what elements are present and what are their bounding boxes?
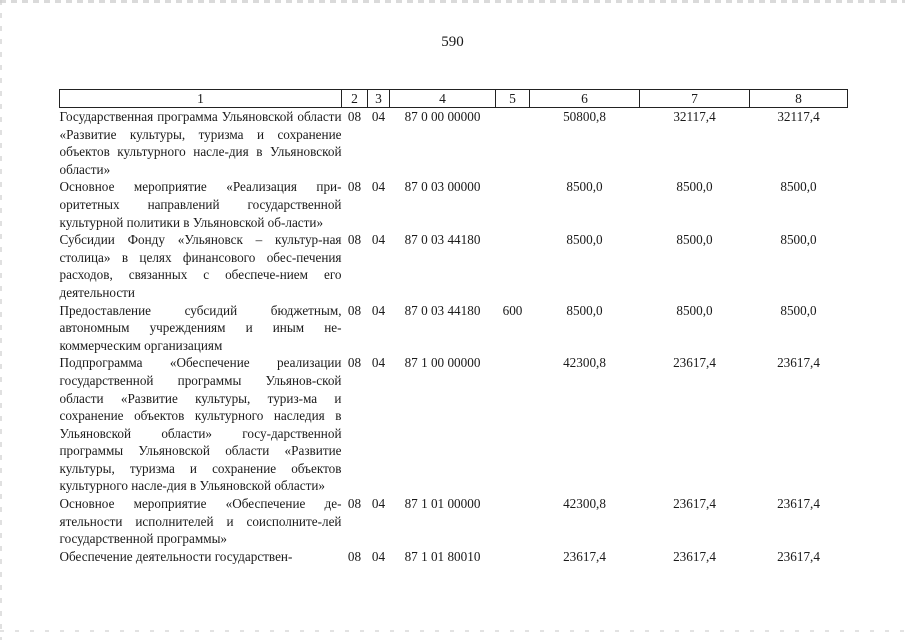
column-header: 4: [390, 90, 496, 108]
expense-type-code: [496, 495, 530, 548]
section-code: 08: [347, 355, 362, 371]
amount-col8: 8500,0: [780, 232, 817, 248]
table-row: [60, 548, 848, 566]
amount-col7: 8500,0: [676, 179, 713, 195]
amount-col7: 23617,4: [673, 548, 716, 564]
amount-col6: 42300,8: [563, 355, 606, 371]
section-code: 08: [347, 302, 362, 318]
amount-col8: 8500,0: [780, 302, 817, 318]
subsection-code: 04: [371, 179, 386, 195]
table-row: [60, 231, 848, 301]
item-name: Предоставление субсидий бюджетным, автономным учреждениям и иным не-коммерческим организациям: [59, 302, 342, 353]
target-item-code: 87 0 03 00000: [404, 179, 481, 195]
column-header: 8: [750, 90, 848, 108]
subsection-code: 04: [371, 496, 386, 512]
item-name: Основное мероприятие «Реализация при-оритетных направлений государственной культурной политики в Ульяновской об-ласти»: [59, 179, 342, 230]
target-item-code: 87 0 03 44180: [404, 232, 481, 248]
column-header: 1: [60, 90, 342, 108]
expense-type-code: [496, 178, 530, 231]
table-row: [60, 495, 848, 548]
column-header: 6: [530, 90, 640, 108]
subsection-code: 04: [371, 232, 386, 248]
expense-type-code: 600: [502, 302, 523, 318]
scan-edge-top: [0, 0, 905, 3]
target-item-code: 87 1 00 00000: [404, 355, 481, 371]
item-name: Основное мероприятие «Обеспечение де-ятельности исполнителей и соисполните-лей государственной программы»: [59, 496, 342, 547]
section-code: 08: [347, 179, 362, 195]
section-code: 08: [347, 232, 362, 248]
amount-col7: 23617,4: [673, 355, 716, 371]
item-name: Подпрограмма «Обеспечение реализации государственной программы Ульянов-ской области «Развитие культуры, туриз-ма и сохранение объектов культурного наследия в Ульяновской области» госу-дарственной программы Ульяновской области «Развитие культуры, туризма и сохранение объектов культурного насле-дия в Ульяновской области»: [59, 355, 342, 494]
amount-col7: 8500,0: [676, 232, 713, 248]
budget-table: [59, 89, 848, 565]
expense-type-code: [496, 354, 530, 495]
target-item-code: 87 0 03 44180: [404, 302, 481, 318]
scan-edge-bottom: [0, 630, 905, 632]
scan-edge-left: [0, 0, 2, 640]
amount-col8: 8500,0: [780, 179, 817, 195]
amount-col8: 23617,4: [777, 548, 820, 564]
column-header: 2: [342, 90, 368, 108]
expense-type-code: [496, 108, 530, 179]
amount-col6: 8500,0: [566, 232, 603, 248]
item-name: Обеспечение деятельности государствен-: [59, 548, 293, 564]
table-row: [60, 108, 848, 179]
item-name: Государственная программа Ульяновской области «Развитие культуры, туризма и сохранение объектов культурного насле-дия в Ульяновской области»: [59, 109, 342, 177]
amount-col7: 23617,4: [673, 496, 716, 512]
table-row: [60, 302, 848, 355]
column-header: 7: [640, 90, 750, 108]
column-header: 3: [368, 90, 390, 108]
subsection-code: 04: [371, 355, 386, 371]
subsection-code: 04: [371, 548, 386, 564]
subsection-code: 04: [371, 302, 386, 318]
amount-col6: 50800,8: [563, 109, 606, 124]
amount-col6: 42300,8: [563, 496, 606, 512]
target-item-code: 87 1 01 00000: [404, 496, 481, 512]
expense-type-code: [496, 231, 530, 301]
amount-col8: 23617,4: [777, 355, 820, 371]
amount-col7: 8500,0: [676, 302, 713, 318]
section-code: 08: [347, 496, 362, 512]
header-row: [60, 90, 848, 108]
amount-col7: 32117,4: [673, 109, 716, 124]
amount-col6: 8500,0: [566, 179, 603, 195]
expense-type-code: [496, 548, 530, 566]
target-item-code: 87 0 00 00000: [404, 109, 481, 124]
amount-col6: 8500,0: [566, 302, 603, 318]
page-number: 590: [441, 34, 464, 50]
amount-col8: 32117,4: [777, 109, 820, 124]
target-item-code: 87 1 01 80010: [404, 548, 481, 564]
amount-col6: 23617,4: [563, 548, 606, 564]
subsection-code: 04: [371, 109, 386, 124]
table-row: [60, 354, 848, 495]
section-code: 08: [347, 109, 362, 124]
amount-col8: 23617,4: [777, 496, 820, 512]
table-row: [60, 178, 848, 231]
section-code: 08: [347, 548, 362, 564]
column-header: 5: [496, 90, 530, 108]
item-name: Субсидии Фонду «Ульяновск – культур-ная столица» в целях финансового обес-печения расходов, связанных с обеспече-нием его деятельности: [59, 232, 342, 300]
